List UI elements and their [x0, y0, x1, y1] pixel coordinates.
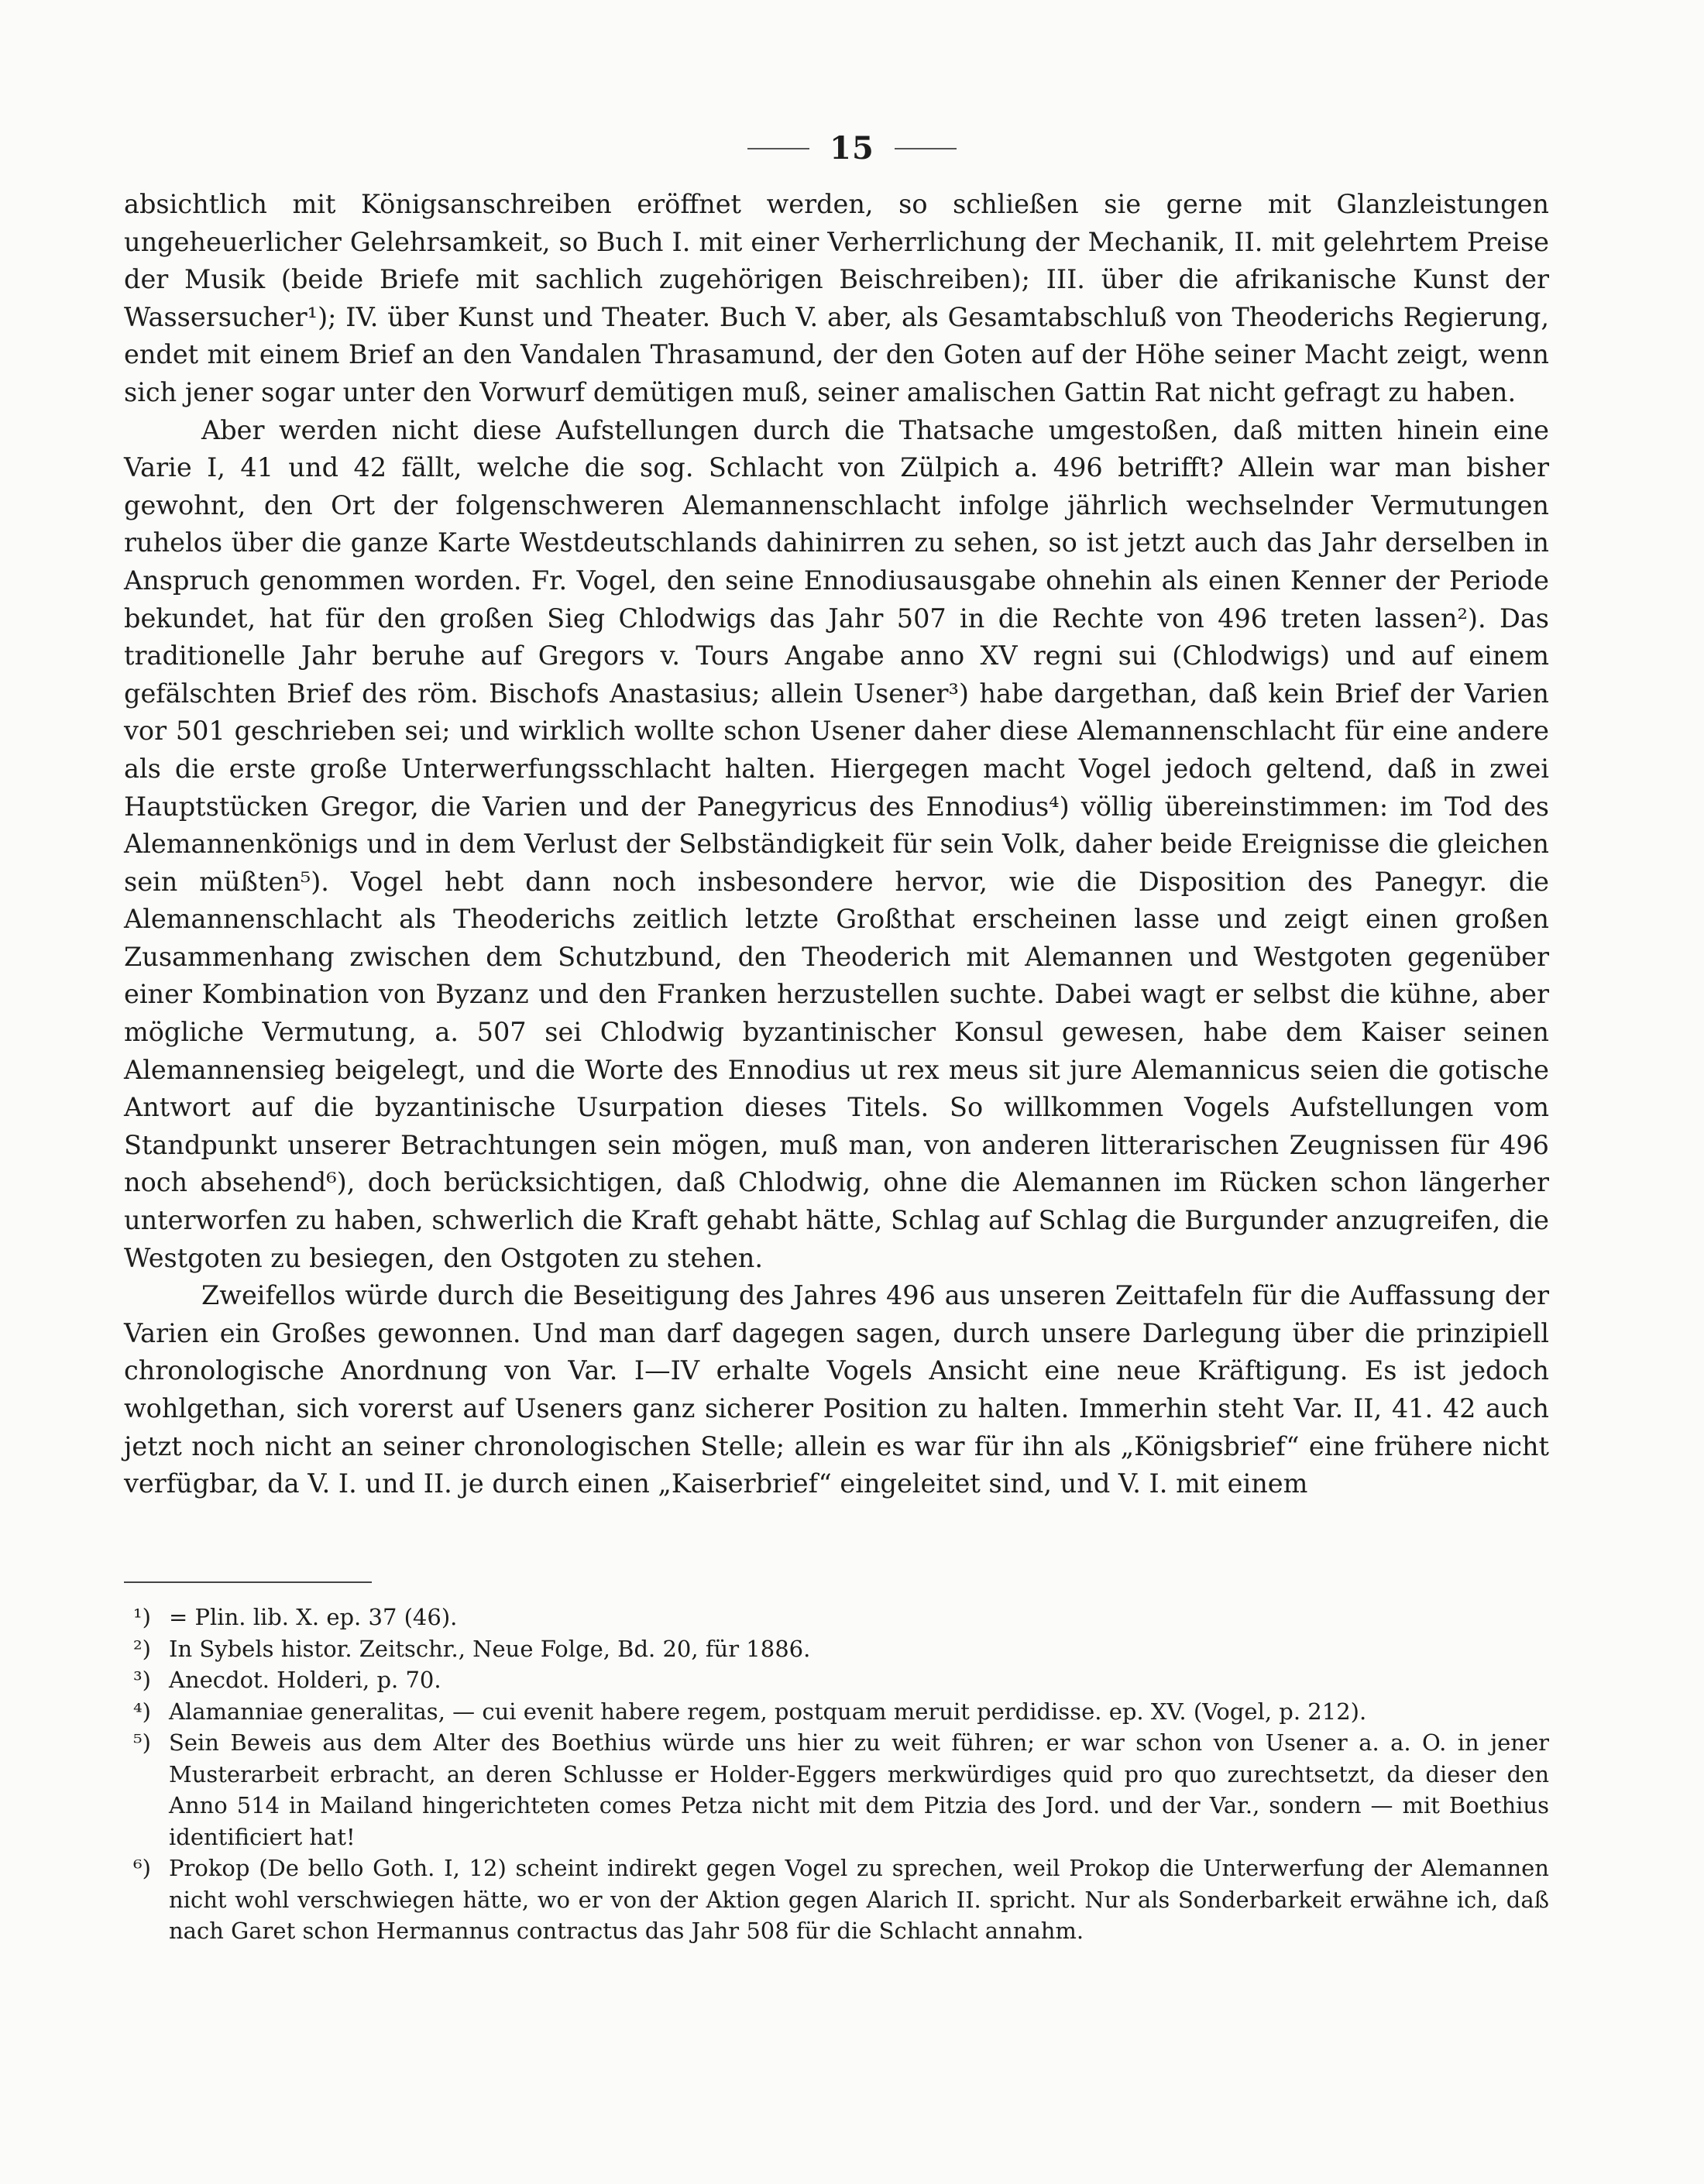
header-rule-right: [895, 148, 957, 149]
footnote-text: Alamanniae generalitas, — cui evenit habere regem, postquam meruit perdidisse. ep. XV. (Vogel, p. 212).: [169, 1698, 1367, 1725]
footnote-text: Sein Beweis aus dem Alter des Boethius würde uns hier zu weit führen; er war schon von Usener a. a. O. in jener Musterarbeit erbracht, an deren Schlusse er Holder-Eggers merkwürdiges quid pro quo zurechtsetzt, da dieser den Anno 514 in Mailand hingerichteten comes Petza nicht mit dem Pitzia des Jord. und der Var., sondern — mit Boethius identificiert hat!: [169, 1729, 1549, 1850]
paragraph-2: Aber werden nicht diese Aufstellungen durch die Thatsache umgestoßen, daß mitten hinein eine Varie I, 41 und 42 fällt, welche die sog. Schlacht von Zülpich a. 496 betrifft? Allein war man bisher gewohnt, den Ort der folgenschweren Alemannenschlacht infolge jährlich wechselnder Vermutungen ruhelos über die ganze Karte Westdeutschlands dahinirren zu sehen, so ist jetzt auch das Jahr derselben in Anspruch genommen worden. Fr. Vogel, den seine Ennodiusausgabe ohnehin als einen Kenner der Periode bekundet, hat für den großen Sieg Chlodwigs das Jahr 507 in die Rechte von 496 treten lassen²). Das traditionelle Jahr beruhe auf Gregors v. Tours Angabe anno XV regni sui (Chlodwigs) und auf einem gefälschten Brief des röm. Bischofs Anastasius; allein Usener³) habe dargethan, daß kein Brief der Varien vor 501 geschrieben sei; und wirklich wollte schon Usener daher diese Alemannenschlacht für eine andere als die erste große Unterwerfungsschlacht halten. Hiergegen macht Vogel jedoch geltend, daß in zwei Hauptstücken Gregor, die Varien und der Panegyricus des Ennodius⁴) völlig übereinstimmen: im Tod des Alemannenkönigs und in dem Verlust der Selbständigkeit für sein Volk, daher beide Ereignisse die gleichen sein müßten⁵). Vogel hebt dann noch insbesondere hervor, wie die Disposition des Panegyr. die Alemannenschlacht als Theoderichs zeitlich letzte Großthat erscheinen lasse und zeigt einen großen Zusammenhang zwischen dem Schutzbund, den Theoderich mit Alemannen und Westgoten gegenüber einer Kombination von Byzanz und den Franken herzustellen suchte. Dabei wagt er selbst die kühne, aber mögliche Vermutung, a. 507 sei Chlodwig byzantinischer Konsul gewesen, habe dem Kaiser seinen Alemannensieg beigelegt, und die Worte des Ennodius ut rex meus sit jure Alemannicus seien die gotische Antwort auf die byzantinische Usurpation dieses Titels. So willkommen Vogels Aufstellungen vom Standpunkt unserer Betrachtungen sein mögen, muß man, von anderen litterarischen Zeugnissen für 496 noch absehend⁶), doch berücksichtigen, daß Chlodwig, ohne die Alemannen im Rücken schon längerher unterworfen zu haben, schwerlich die Kraft gehabt hätte, Schlag auf Schlag die Burgunder anzugreifen, die Westgoten zu besiegen, den Ostgoten zu stehen.: [124, 414, 1549, 1273]
footnote-4: [124, 1696, 1549, 1728]
footnote-mark: ⁴): [133, 1698, 151, 1725]
header-rule-left: [747, 148, 809, 149]
footnote-mark: ¹): [133, 1604, 151, 1630]
footnote-6: [124, 1853, 1549, 1947]
paragraph-1: absichtlich mit Königsanschreiben eröffnet werden, so schließen sie gerne mit Glanzleistungen ungeheuerlicher Gelehrsamkeit, so Buch I. mit einer Verherrlichung der Mechanik, II. mit gelehrtem Preise der Musik (beide Briefe mit sachlich zugehörigen Beischreiben); III. über die afrikanische Kunst der Wassersucher¹); IV. über Kunst und Theater. Buch V. aber, als Gesamtabschluß von Theoderichs Regierung, endet mit einem Brief an den Vandalen Thrasamund, der den Goten auf der Höhe seiner Macht zeigt, wenn sich jener sogar unter den Vorwurf demütigen muß, seiner amalischen Gattin Rat nicht gefragt zu haben.: [124, 189, 1549, 407]
footnote-text: Anecdot. Holderi, p. 70.: [169, 1667, 441, 1693]
page-number: 15: [830, 130, 874, 167]
footnote-5: [124, 1727, 1549, 1853]
paragraph-3: Zweifellos würde durch die Beseitigung des Jahres 496 aus unseren Zeittafeln für die Auffassung der Varien ein Großes gewonnen. Und man darf dagegen sagen, durch unsere Darlegung über die prinzipiell chronologische Anordnung von Var. I—IV erhalte Vogels Ansicht eine neue Kräftigung. Es ist jedoch wohlgethan, sich vorerst auf Useners ganz sicherer Position zu halten. Immerhin steht Var. II, 41. 42 auch jetzt noch nicht an seiner chronologischen Stelle; allein es war für ihn als „Königsbrief“ eine frühere nicht verfügbar, da V. I. und II. je durch einen „Kaiserbrief“ eingeleitet sind, und V. I. mit einem: [124, 1280, 1549, 1499]
footnote-text: Prokop (De bello Goth. I, 12) scheint indirekt gegen Vogel zu sprechen, weil Prokop die Unterwerfung der Alemannen nicht wohl verschwiegen hätte, wo er von der Aktion gegen Alarich II. spricht. Nur als Sonderbarkeit erwähne ich, daß nach Garet schon Hermannus contractus das Jahr 508 für die Schlacht annahm.: [169, 1855, 1549, 1944]
footnote-mark: ²): [133, 1635, 151, 1662]
footnote-text: = Plin. lib. X. ep. 37 (46).: [169, 1604, 458, 1630]
footnote-mark: ⁵): [133, 1729, 151, 1756]
footnote-mark: ⁶): [133, 1855, 151, 1881]
footnote-text: In Sybels histor. Zeitschr., Neue Folge, Bd. 20, für 1886.: [169, 1635, 811, 1662]
main-text: [124, 186, 1549, 1503]
footnote-3: [124, 1664, 1549, 1696]
footnote-separator: [124, 1581, 372, 1583]
page-header: [0, 130, 1704, 167]
footnote-1: [124, 1602, 1549, 1633]
footnote-2: [124, 1633, 1549, 1665]
footnote-mark: ³): [133, 1667, 151, 1693]
footnotes: [124, 1602, 1549, 1947]
